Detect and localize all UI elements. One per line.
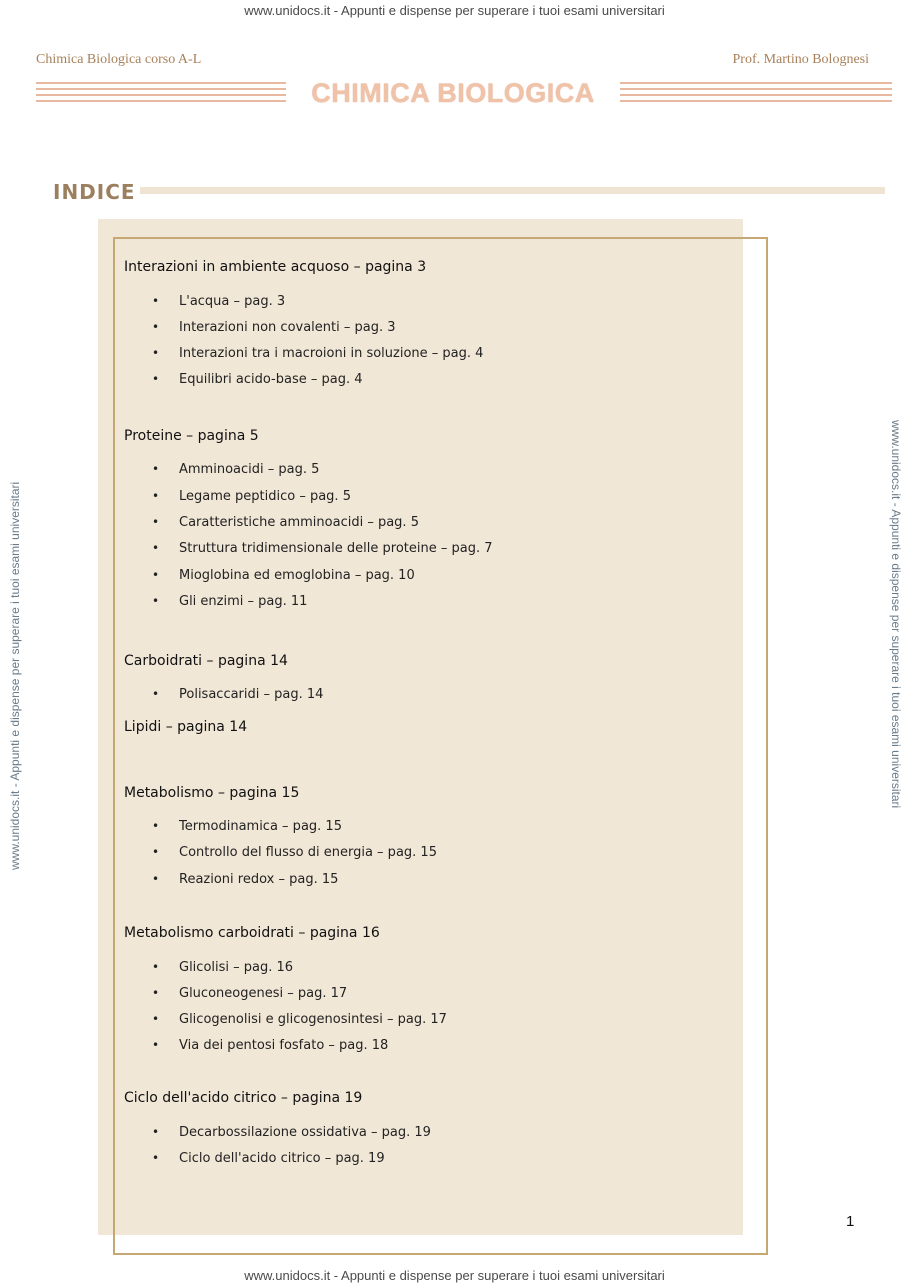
toc-item bbox=[152, 568, 415, 583]
toc-item-label: Controllo del flusso di energia – pag. 15 bbox=[179, 845, 437, 860]
indice-heading: INDICE bbox=[53, 180, 136, 204]
toc-item-label: Legame peptidico – pag. 5 bbox=[179, 489, 351, 504]
bullet-icon: • bbox=[152, 462, 160, 476]
bullet-icon: • bbox=[152, 1151, 160, 1165]
header-course: Chimica Biologica corso A-L bbox=[36, 52, 202, 67]
toc-item-label: Reazioni redox – pag. 15 bbox=[179, 872, 339, 887]
toc-section-title: Metabolismo carboidrati – pagina 16 bbox=[124, 925, 380, 941]
bullet-icon: • bbox=[152, 819, 160, 833]
page-title: CHIMICA BIOLOGICA bbox=[311, 78, 595, 108]
bullet-icon: • bbox=[152, 489, 160, 503]
toc-item-label: Mioglobina ed emoglobina – pag. 10 bbox=[179, 568, 415, 583]
watermark-bottom: www.unidocs.it - Appunti e dispense per superare i tuoi esami universitari bbox=[244, 1268, 665, 1283]
bullet-icon: • bbox=[152, 568, 160, 582]
toc-item-label: Termodinamica – pag. 15 bbox=[179, 819, 342, 834]
bullet-icon: • bbox=[152, 320, 160, 334]
header-stripes-right bbox=[620, 82, 892, 106]
toc-item-label: Struttura tridimensionale delle proteine – pag. 7 bbox=[179, 541, 493, 556]
bullet-icon: • bbox=[152, 872, 160, 886]
toc-item-label: Equilibri acido-base – pag. 4 bbox=[179, 372, 363, 387]
bullet-icon: • bbox=[152, 346, 160, 360]
toc-item bbox=[152, 872, 338, 887]
bullet-icon: • bbox=[152, 960, 160, 974]
toc-section-title: Lipidi – pagina 14 bbox=[124, 719, 248, 735]
bullet-icon: • bbox=[152, 845, 160, 859]
toc-item-label: Decarbossilazione ossidativa – pag. 19 bbox=[179, 1125, 431, 1140]
toc-item bbox=[152, 986, 347, 1001]
toc-item-label: Polisaccaridi – pag. 14 bbox=[179, 687, 324, 702]
bullet-icon: • bbox=[152, 372, 160, 386]
toc-section-title: Ciclo dell'acido citrico – pagina 19 bbox=[124, 1090, 363, 1106]
toc-item bbox=[152, 515, 419, 530]
toc-item bbox=[152, 489, 351, 504]
indice-divider bbox=[140, 187, 885, 194]
toc-item bbox=[152, 594, 307, 609]
toc-item-label: Glicogenolisi e glicogenosintesi – pag. 17 bbox=[179, 1012, 447, 1027]
bullet-icon: • bbox=[152, 1012, 160, 1026]
header-professor: Prof. Martino Bolognesi bbox=[732, 52, 869, 67]
toc-item bbox=[152, 1012, 447, 1027]
toc-item bbox=[152, 372, 363, 387]
toc-section-title: Metabolismo – pagina 15 bbox=[124, 785, 300, 801]
header-stripes-left bbox=[36, 82, 286, 106]
toc-item bbox=[152, 462, 319, 477]
watermark-top: www.unidocs.it - Appunti e dispense per superare i tuoi esami universitari bbox=[244, 3, 665, 18]
toc-item bbox=[152, 819, 342, 834]
bullet-icon: • bbox=[152, 687, 160, 701]
toc-item bbox=[152, 960, 293, 975]
page-number: 1 bbox=[846, 1213, 855, 1230]
watermark-left: www.unidocs.it - Appunti e dispense per superare i tuoi esami universitari bbox=[8, 481, 22, 870]
toc-item-label: Glicolisi – pag. 16 bbox=[179, 960, 294, 975]
toc-section-title: Proteine – pagina 5 bbox=[124, 428, 259, 444]
toc-item bbox=[152, 541, 493, 556]
toc-item bbox=[152, 346, 483, 361]
toc-item bbox=[152, 687, 323, 702]
bullet-icon: • bbox=[152, 594, 160, 608]
toc-item-label: Caratteristiche amminoacidi – pag. 5 bbox=[179, 515, 419, 530]
toc-item-label: Gluconeogenesi – pag. 17 bbox=[179, 986, 348, 1001]
bullet-icon: • bbox=[152, 294, 160, 308]
toc-item bbox=[152, 294, 285, 309]
toc-item bbox=[152, 320, 396, 335]
bullet-icon: • bbox=[152, 515, 160, 529]
toc-item-label: L'acqua – pag. 3 bbox=[179, 294, 286, 309]
toc-item-label: Gli enzimi – pag. 11 bbox=[179, 594, 308, 609]
bullet-icon: • bbox=[152, 1125, 160, 1139]
toc-item-label: Interazioni tra i macroioni in soluzione – pag. 4 bbox=[179, 346, 484, 361]
toc-item bbox=[152, 1125, 431, 1140]
toc-item bbox=[152, 845, 437, 860]
toc-section-title: Carboidrati – pagina 14 bbox=[124, 653, 288, 669]
toc-item-label: Via dei pentosi fosfato – pag. 18 bbox=[179, 1038, 389, 1053]
toc-item-label: Interazioni non covalenti – pag. 3 bbox=[179, 320, 396, 335]
toc-item-label: Amminoacidi – pag. 5 bbox=[179, 462, 320, 477]
watermark-right: www.unidocs.it - Appunti e dispense per superare i tuoi esami universitari bbox=[889, 420, 903, 809]
toc-section-title: Interazioni in ambiente acquoso – pagina 3 bbox=[124, 259, 427, 275]
bullet-icon: • bbox=[152, 541, 160, 555]
toc-item bbox=[152, 1151, 385, 1166]
bullet-icon: • bbox=[152, 986, 160, 1000]
bullet-icon: • bbox=[152, 1038, 160, 1052]
toc-item-label: Ciclo dell'acido citrico – pag. 19 bbox=[179, 1151, 385, 1166]
toc-item bbox=[152, 1038, 388, 1053]
